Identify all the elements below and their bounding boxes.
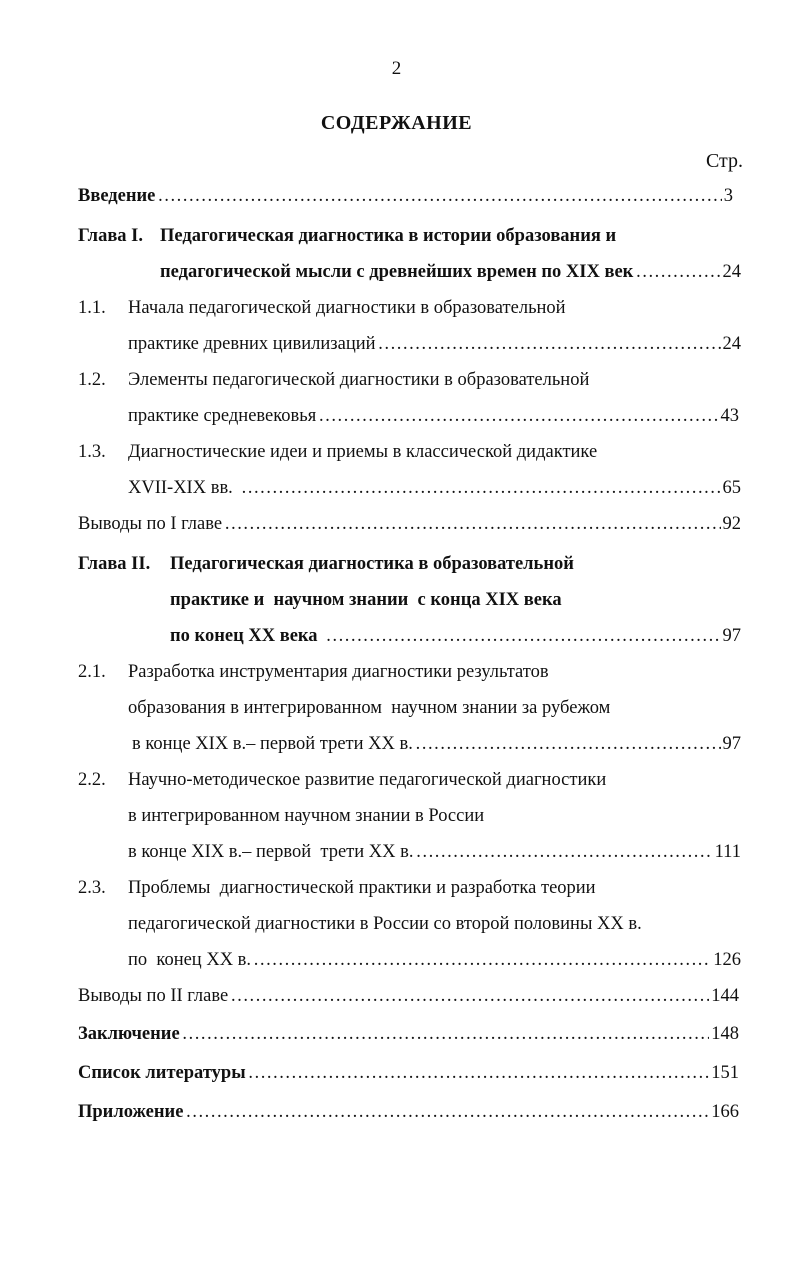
toc-entry-text: по конец XX века [170,626,318,646]
toc-entry-text: Разработка инструментария диагностики результатов [128,662,549,682]
toc-section-number: 1.3. [78,442,106,462]
toc-entry-text: XVII-XIX вв. [128,478,233,498]
toc-section-1-2-line-2 [128,400,739,432]
toc-page: 151 [711,1063,739,1083]
leader-dots [241,472,721,504]
toc-chapter-2-line-3 [170,620,741,652]
toc-entry-text: Диагностические идеи и приемы в классической дидактике [128,442,598,462]
toc-entry-conclusion [78,1018,739,1050]
toc-chapter-number: Глава I. [78,226,144,246]
toc-entry-text: педагогической диагностики в России со второй половины XX в. [128,914,642,934]
toc-section-number: 2.3. [78,878,106,898]
toc-entry-appendix [78,1096,739,1128]
toc-title: СОДЕРЖАНИЕ [320,112,473,134]
toc-entry-text: Заключение [78,1024,180,1044]
toc-entry-text: в конце XIX в.– первой трети XX в. [128,842,414,862]
toc-entry-text: Педагогическая диагностика в образовательной [170,554,574,574]
toc-section-1-1-line-2 [128,328,741,360]
toc-page: 97 [722,734,741,754]
toc-page: 24 [722,262,741,282]
toc-entry-text: в интегрированном научном знании в России [128,806,485,826]
leader-dots [185,1096,709,1128]
toc-section-2-1-line-2 [128,692,610,724]
toc-page: 126 [713,950,741,970]
toc-chapter-number: Глава II. [78,554,151,574]
toc-page: 111 [714,842,741,862]
toc-entry-text: в конце XIX в.– первой трети XX в. [132,734,413,754]
toc-section-1-3-line-2 [128,472,741,504]
toc-entry-text: образования в интегрированном научном знании за рубежом [128,698,611,718]
toc-entry-text: Выводы по II главе [78,986,229,1006]
toc-section-number: 1.1. [78,298,106,318]
leader-dots [318,400,718,432]
toc-entry-text: Педагогическая диагностика в истории образования и [160,226,617,246]
toc-section-1-1-line-1 [78,292,566,324]
toc-page: 144 [711,986,739,1006]
toc-section-1-2-line-1 [78,364,589,396]
toc-section-2-2-line-2 [128,800,484,832]
toc-section-2-3-line-3 [128,944,741,976]
page-column-label: Стр. [705,150,743,172]
toc-section-2-3-line-1 [78,872,596,904]
toc-section-1-3-line-1 [78,436,597,468]
leader-dots [157,180,721,212]
toc-page: 97 [722,626,741,646]
leader-dots [182,1018,710,1050]
toc-entry-text: Начала педагогической диагностики в образовательной [128,298,566,318]
page-number: 2 [391,58,402,79]
leader-dots [378,328,721,360]
toc-entry-text: педагогической мысли с древнейших времен по XIX век [160,262,634,282]
toc-entry-text: по конец XX в. [128,950,252,970]
toc-entry-text: практике и научном знании с конца XIX века [170,590,562,610]
toc-section-number: 2.2. [78,770,106,790]
toc-entry-text: Список литературы [78,1063,246,1083]
leader-dots [415,728,721,760]
toc-section-2-1-line-3 [132,728,741,760]
toc-section-2-2-line-1 [78,764,606,796]
toc-page: 166 [711,1102,739,1122]
toc-section-number: 2.1. [78,662,106,682]
toc-entry-conclusions-2 [78,980,739,1012]
toc-chapter-1-line-1 [78,220,616,252]
toc-chapter-2-line-1 [78,548,574,580]
toc-page: 148 [711,1024,739,1044]
toc-section-2-2-line-3 [128,836,741,868]
toc-entry-conclusions-1 [78,508,741,540]
toc-entry-intro [78,180,733,212]
toc-section-2-1-line-1 [78,656,549,688]
leader-dots [326,620,721,652]
toc-page: 43 [720,406,739,426]
toc-chapter-2-line-2 [170,584,562,616]
toc-chapter-1-line-2 [160,256,741,288]
toc-section-number: 1.2. [78,370,106,390]
leader-dots [416,836,713,868]
toc-entry-text: Элементы педагогической диагностики в образовательной [128,370,590,390]
leader-dots [635,256,720,288]
leader-dots [253,944,711,976]
toc-entry-text: практике средневековья [128,406,317,426]
leader-dots [224,508,720,540]
leader-dots [230,980,709,1012]
toc-entry-text: Научно-методическое развитие педагогической диагностики [128,770,607,790]
toc-entry-text: Введение [78,186,156,206]
leader-dots [248,1057,710,1089]
toc-entry-text: Выводы по I главе [78,514,223,534]
toc-entry-references [78,1057,739,1089]
toc-entry-text: Проблемы диагностической практики и разработка теории [128,878,596,898]
toc-page: 92 [722,514,741,534]
toc-page: 24 [722,334,741,354]
toc-page: 3 [723,186,733,206]
toc-section-2-3-line-2 [128,908,642,940]
toc-page: 65 [722,478,741,498]
toc-entry-text: Приложение [78,1102,184,1122]
toc-entry-text: практике древних цивилизаций [128,334,376,354]
